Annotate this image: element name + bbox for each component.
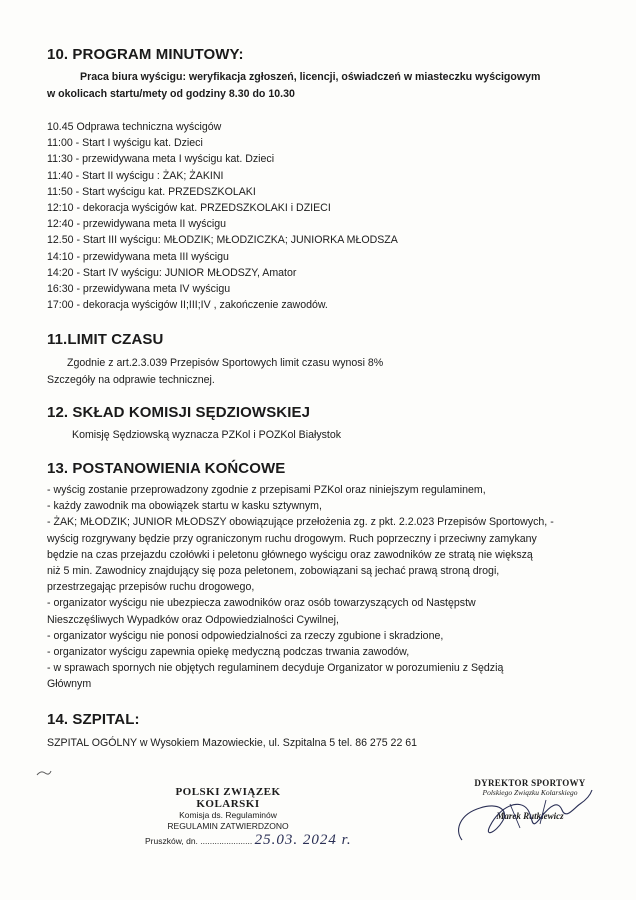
handwritten-signature bbox=[450, 780, 600, 850]
schedule-item: 12:40 - przewidywana meta II wyścigu bbox=[47, 218, 226, 231]
director-title: DYREKTOR SPORTOWY bbox=[474, 778, 586, 788]
director-name: Marek Rutkiewicz bbox=[496, 811, 564, 821]
schedule-item: 11:40 - Start II wyścigu : ŻAK; ŻAKINI bbox=[47, 169, 224, 182]
schedule-item: 12.50 - Start III wyścigu: MŁODZIK; MŁODZICZKA; JUNIORKA MŁODSZA bbox=[47, 234, 398, 247]
schedule-list bbox=[47, 119, 398, 313]
schedule-item: 14:20 - Start IV wyścigu: JUNIOR MŁODSZY, Amator bbox=[47, 266, 297, 279]
final-provisions-list bbox=[47, 482, 617, 693]
provision-line: - każdy zawodnik ma obowiązek startu w kasku sztywnym, bbox=[47, 500, 322, 513]
stamp-organization: POLSKI ZWIĄZEK KOLARSKI bbox=[175, 786, 281, 810]
provision-line: - wyścig zostanie przeprowadzony zgodnie z przepisami PZKol oraz niniejszym regulaminem, bbox=[47, 484, 486, 496]
schedule-item: 17:00 - dekoracja wyścigów II;III;IV , zakończenie zawodów. bbox=[47, 299, 328, 312]
approval-place: Pruszków, dn. bbox=[145, 836, 198, 846]
stamp-committee: Komisja ds. Regulaminów bbox=[179, 810, 277, 820]
section-14-heading: 14. SZPITAL: bbox=[47, 711, 140, 728]
schedule-item: 11:30 - przewidywana meta I wyścigu kat. Dzieci bbox=[47, 153, 275, 166]
provision-line: - organizator wyścigu nie ponosi odpowiedzialności za rzeczy zgubione i skradzione, bbox=[47, 629, 444, 642]
provision-line: - w sprawach spornych nie objętych regulaminem decyduje Organizator w porozumieniu z Sędzią bbox=[47, 662, 504, 675]
schedule-item: 16:30 - przewidywana meta IV wyścigu bbox=[47, 283, 231, 296]
section-13-heading: 13. POSTANOWIENIA KOŃCOWE bbox=[47, 460, 286, 477]
provision-line: - organizator wyścigu zapewnia opiekę medyczną podczas trwania zawodów, bbox=[47, 646, 410, 659]
schedule-item: 14:10 - przewidywana meta III wyścigu bbox=[47, 250, 229, 263]
schedule-item: 11:00 - Start I wyścigu kat. Dzieci bbox=[47, 137, 203, 150]
section-11-line2: Szczegóły na odprawie technicznej. bbox=[47, 374, 215, 386]
section-10-intro-line1: Praca biura wyścigu: weryfikacja zgłoszeń, licencji, oświadczeń w miasteczku wyścigowym bbox=[80, 71, 541, 83]
director-organization: Polskiego Związku Kolarskiego bbox=[482, 788, 578, 797]
approval-stamp bbox=[143, 786, 313, 832]
schedule-item: 12:10 - dekoracja wyścigów kat. PRZEDSZKOLAKI i DZIECI bbox=[47, 202, 331, 215]
section-12-line1: Komisję Sędziowską wyznacza PZKol i POZKol Białystok bbox=[72, 429, 342, 441]
approval-date-line bbox=[145, 832, 352, 849]
section-10-intro-line2: w okolicach startu/mety od godziny 8.30 do 10.30 bbox=[47, 88, 295, 100]
section-14-line1: SZPITAL OGÓLNY w Wysokiem Mazowieckie, ul. Szpitalna 5 tel. 86 275 22 61 bbox=[47, 737, 418, 749]
section-11-line1: Zgodnie z art.2.3.039 Przepisów Sportowych limit czasu wynosi 8% bbox=[67, 357, 384, 369]
provision-line: Nieszczęśliwych Wypadków oraz Odpowiedzialności Cywilnej, bbox=[47, 613, 339, 626]
provision-line: niż 5 min. Zawodnicy znajdujący się poza peletonem, zobowiązani są jechać prawą stroną drogi, bbox=[47, 565, 500, 578]
schedule-item: 10.45 Odprawa techniczna wyścigów bbox=[47, 121, 222, 133]
provision-line: będzie na czas przejazdu czołówki i peletonu głównego wyścigu oraz zawodników ze stratą nie większą bbox=[47, 548, 533, 561]
provision-line: przestrzegając przepisów ruchu drogowego, bbox=[47, 581, 255, 594]
schedule-item: 11:50 - Start wyścigu kat. PRZEDSZKOLAKI bbox=[47, 185, 256, 198]
provision-line: - ŻAK; MŁODZIK; JUNIOR MŁODSZY obowiązujące przełożenia zg. z pkt. 2.2.023 Przepisów Sportowych, - bbox=[47, 516, 554, 529]
provision-line: Głównym bbox=[47, 678, 92, 691]
approval-dots: ...................... bbox=[200, 836, 253, 846]
section-10-heading: 10. PROGRAM MINUTOWY: bbox=[47, 46, 244, 63]
stray-pen-mark bbox=[36, 768, 52, 778]
provision-line: wyścig rozgrywany będzie przy ograniczonym ruchu drogowym. Ruch poprzeczny i przeciwny zamykany bbox=[47, 532, 537, 545]
stamp-approved: REGULAMIN ZATWIERDZONO bbox=[167, 821, 289, 831]
section-11-heading: 11.LIMIT CZASU bbox=[47, 331, 164, 348]
approval-date-handwritten: 25.03. 2024 r. bbox=[254, 832, 352, 848]
section-12-heading: 12. SKŁAD KOMISJI SĘDZIOWSKIEJ bbox=[47, 404, 311, 421]
provision-line: - organizator wyścigu nie ubezpiecza zawodników oraz osób towarzyszących od Następstw bbox=[47, 597, 476, 610]
